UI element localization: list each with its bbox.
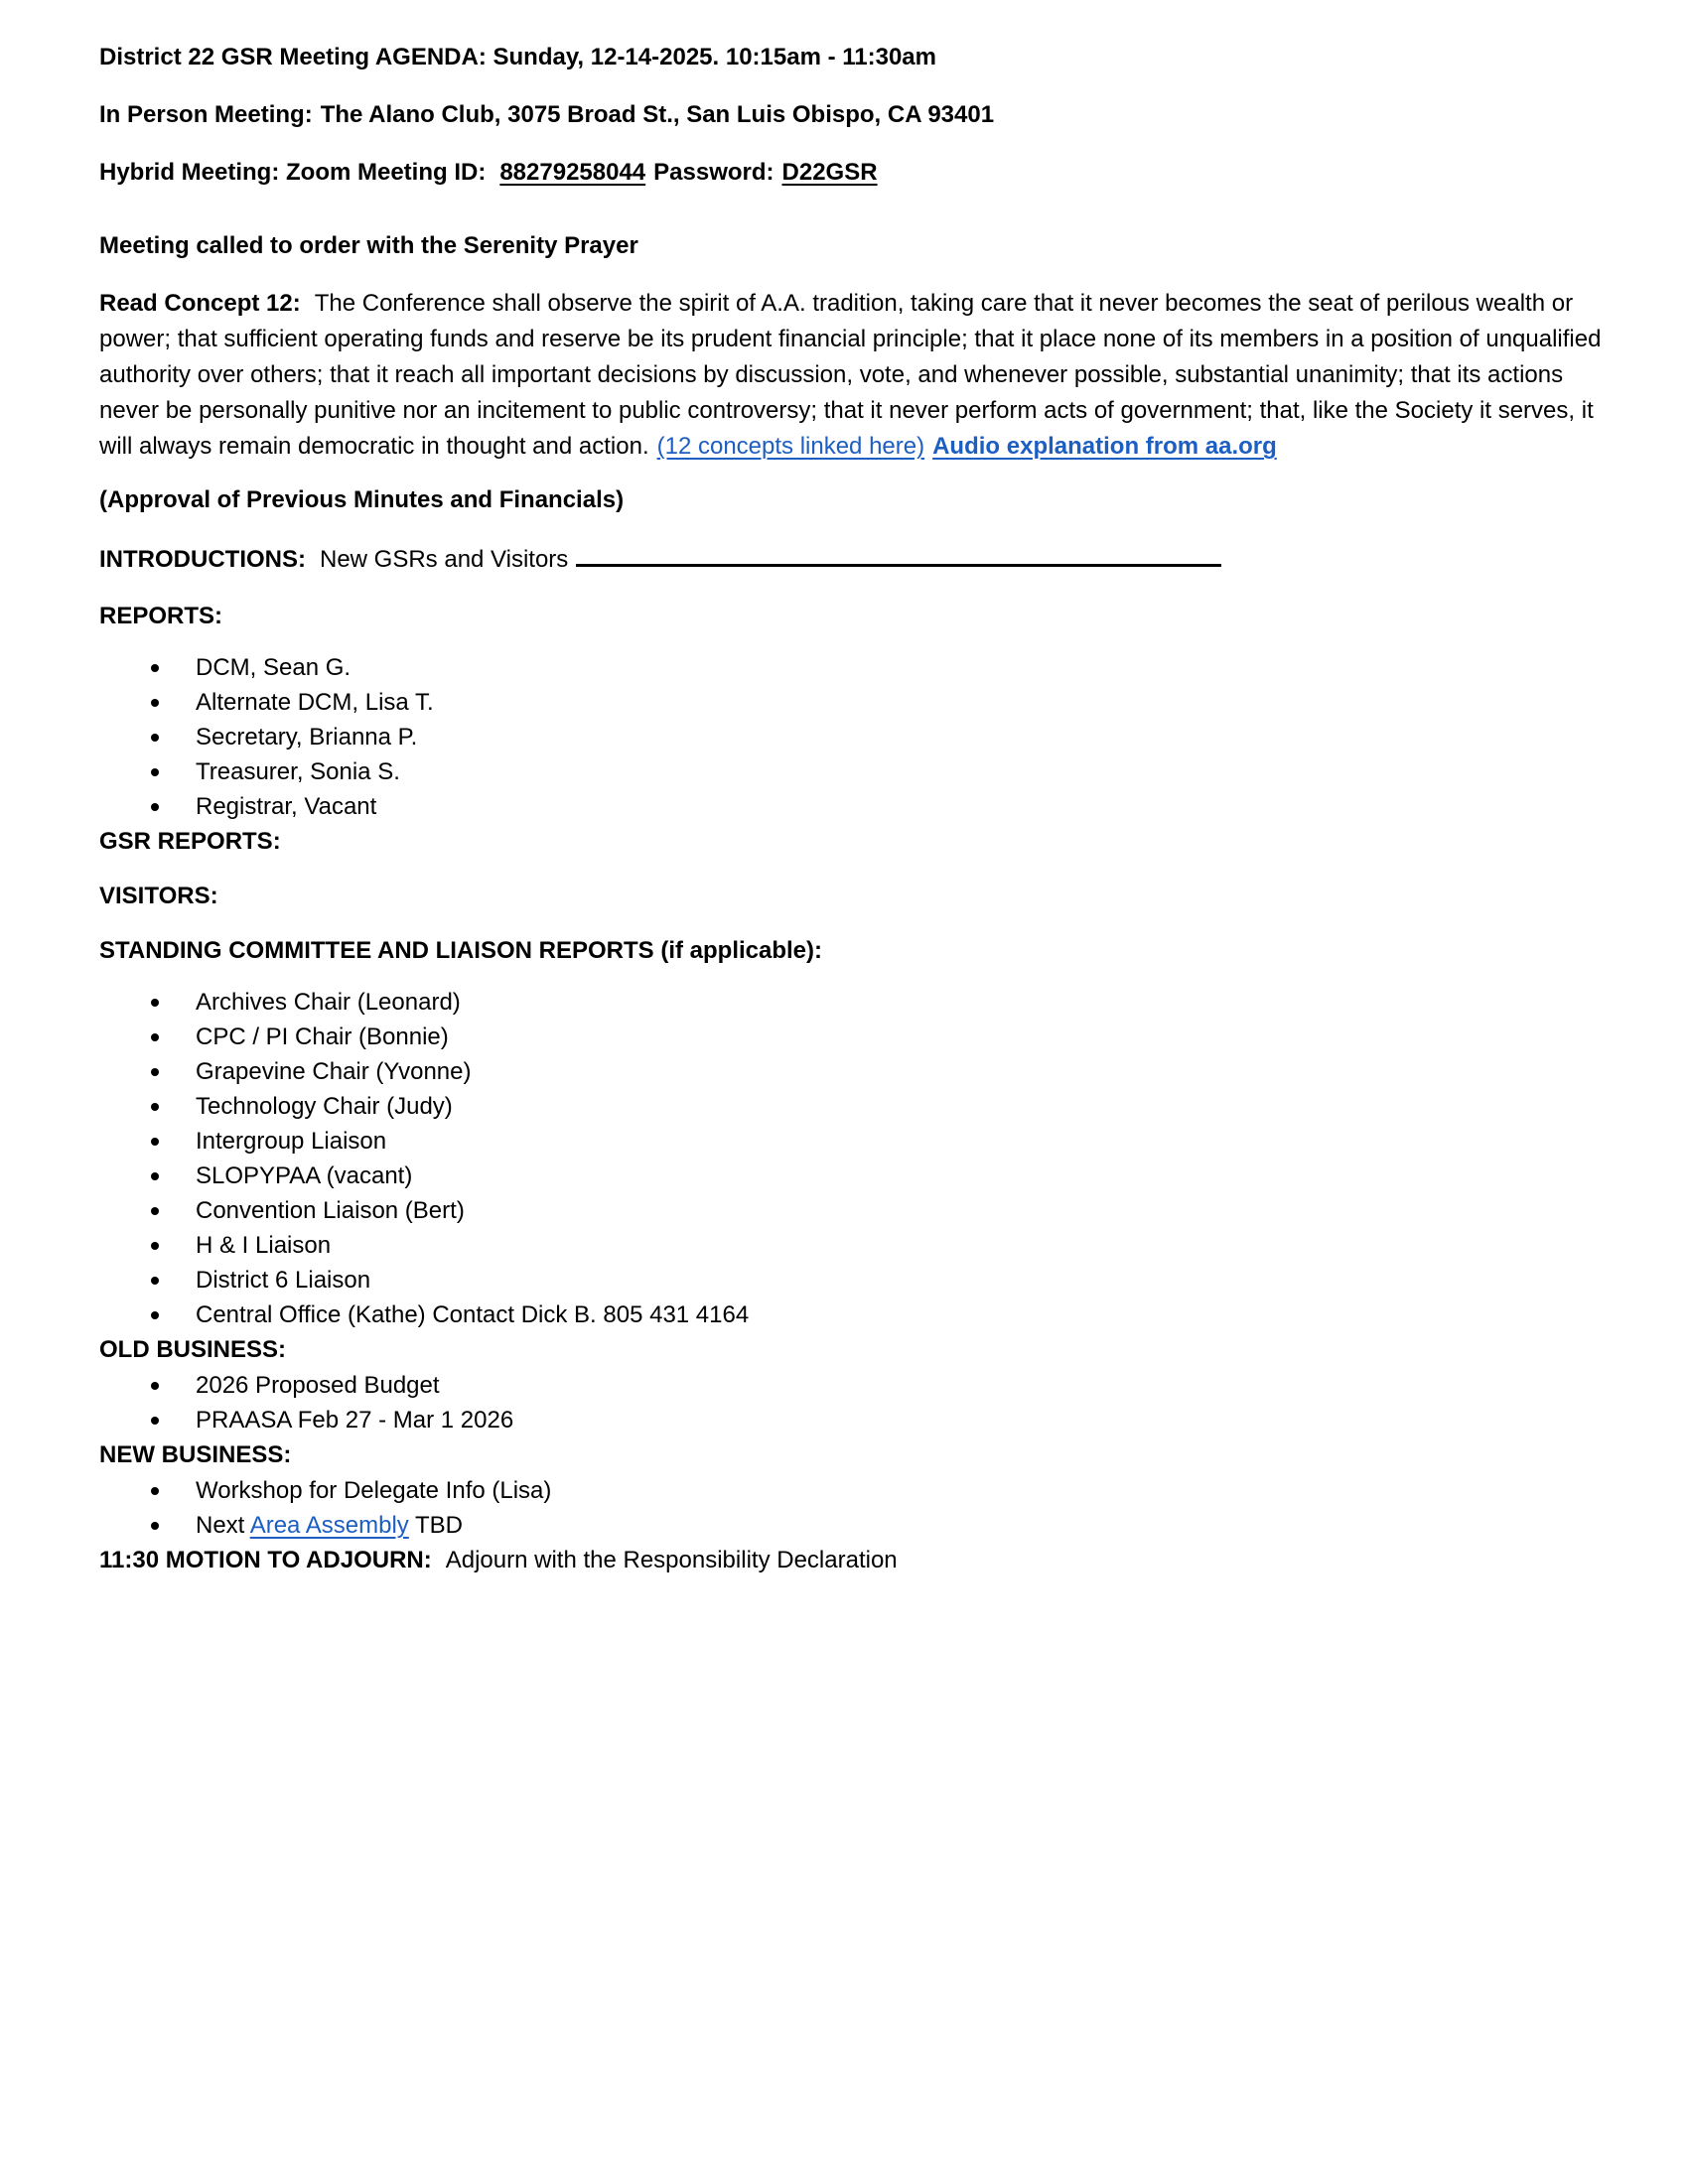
introductions-label: INTRODUCTIONS: <box>99 546 306 573</box>
list-item: Treasurer, Sonia S. <box>99 754 1618 789</box>
officer-reports-list <box>99 650 1618 824</box>
list-item: Grapevine Chair (Yvonne) <box>99 1054 1618 1089</box>
list-item: PRAASA Feb 27 - Mar 1 2026 <box>99 1403 1618 1437</box>
concept-12-label: Read Concept 12: <box>99 290 301 317</box>
in-person-label: In Person Meeting: <box>99 101 313 128</box>
list-item: District 6 Liaison <box>99 1263 1618 1297</box>
list-item: DCM, Sean G. <box>99 650 1618 685</box>
list-item: Convention Liaison (Bert) <box>99 1193 1618 1228</box>
list-item: Central Office (Kathe) Contact Dick B. 805 431 4164 <box>99 1297 1618 1332</box>
list-item: 2026 Proposed Budget <box>99 1368 1618 1403</box>
list-item: SLOPYPAA (vacant) <box>99 1159 1618 1193</box>
audio-explanation-link[interactable]: Audio explanation from aa.org <box>932 433 1277 460</box>
zoom-meeting-id: 88279258044 <box>499 159 646 186</box>
next-assembly-suffix: TBD <box>408 1512 464 1539</box>
concept-12-paragraph <box>99 286 1618 465</box>
agenda-title: District 22 GSR Meeting AGENDA: Sunday, 12-14-2025. 10:15am - 11:30am <box>99 44 936 70</box>
introductions-text: New GSRs and Visitors <box>319 546 569 573</box>
approval-note: (Approval of Previous Minutes and Financials) <box>99 486 625 513</box>
old-business-heading: OLD BUSINESS: <box>99 1336 287 1363</box>
list-item: Alternate DCM, Lisa T. <box>99 685 1618 720</box>
reports-heading: REPORTS: <box>99 603 223 629</box>
list-item: CPC / PI Chair (Bonnie) <box>99 1020 1618 1054</box>
list-item: Intergroup Liaison <box>99 1124 1618 1159</box>
standing-committee-list <box>99 985 1618 1332</box>
area-assembly-link[interactable]: Area Assembly <box>249 1512 409 1539</box>
old-business-list <box>99 1368 1618 1437</box>
list-item: Technology Chair (Judy) <box>99 1089 1618 1124</box>
adjourn-line <box>99 1543 1618 1578</box>
gsr-reports-heading: GSR REPORTS: <box>99 828 281 855</box>
list-item: Registrar, Vacant <box>99 789 1618 824</box>
hybrid-meeting-line <box>99 155 1618 191</box>
hybrid-label: Hybrid Meeting: Zoom Meeting ID: <box>99 159 487 186</box>
introductions-line <box>99 542 1618 578</box>
password-label: Password: <box>653 159 774 186</box>
call-to-order-line: Meeting called to order with the Serenity Prayer <box>99 232 638 259</box>
password-value: D22GSR <box>781 159 878 186</box>
list-item: Archives Chair (Leonard) <box>99 985 1618 1020</box>
next-assembly-prefix: Next <box>196 1512 250 1539</box>
adjourn-label: 11:30 MOTION TO ADJOURN: <box>99 1547 432 1573</box>
in-person-value: The Alano Club, 3075 Broad St., San Luis Obispo, CA 93401 <box>320 101 995 128</box>
adjourn-text: Adjourn with the Responsibility Declaration <box>445 1547 898 1573</box>
visitors-heading: VISITORS: <box>99 883 218 909</box>
standing-committee-heading: STANDING COMMITTEE AND LIAISON REPORTS (if applicable): <box>99 937 823 964</box>
list-item: Secretary, Brianna P. <box>99 720 1618 754</box>
new-business-heading: NEW BUSINESS: <box>99 1441 292 1468</box>
new-business-list <box>99 1473 1618 1543</box>
list-item <box>99 1508 1618 1543</box>
introductions-fill-in-line <box>576 543 1221 567</box>
list-item: H & I Liaison <box>99 1228 1618 1263</box>
twelve-concepts-link[interactable]: (12 concepts linked here) <box>656 433 925 460</box>
in-person-meeting-line <box>99 97 1618 133</box>
list-item: Workshop for Delegate Info (Lisa) <box>99 1473 1618 1508</box>
concept-12-body: The Conference shall observe the spirit of A.A. tradition, taking care that it never becomes the seat of perilous wealth or power; that sufficient operating funds and reserve be its prudent financial principle; that it place none of its members in a position of unqualified authority over others; that it reach all important decisions by discussion, vote, and whenever possible, substantial unanimity; that its actions never be personally punitive nor an incitement to public controversy; that it never perform acts of government; that, like the Society it serves, it will always remain democratic in thought and action. <box>99 290 1602 460</box>
